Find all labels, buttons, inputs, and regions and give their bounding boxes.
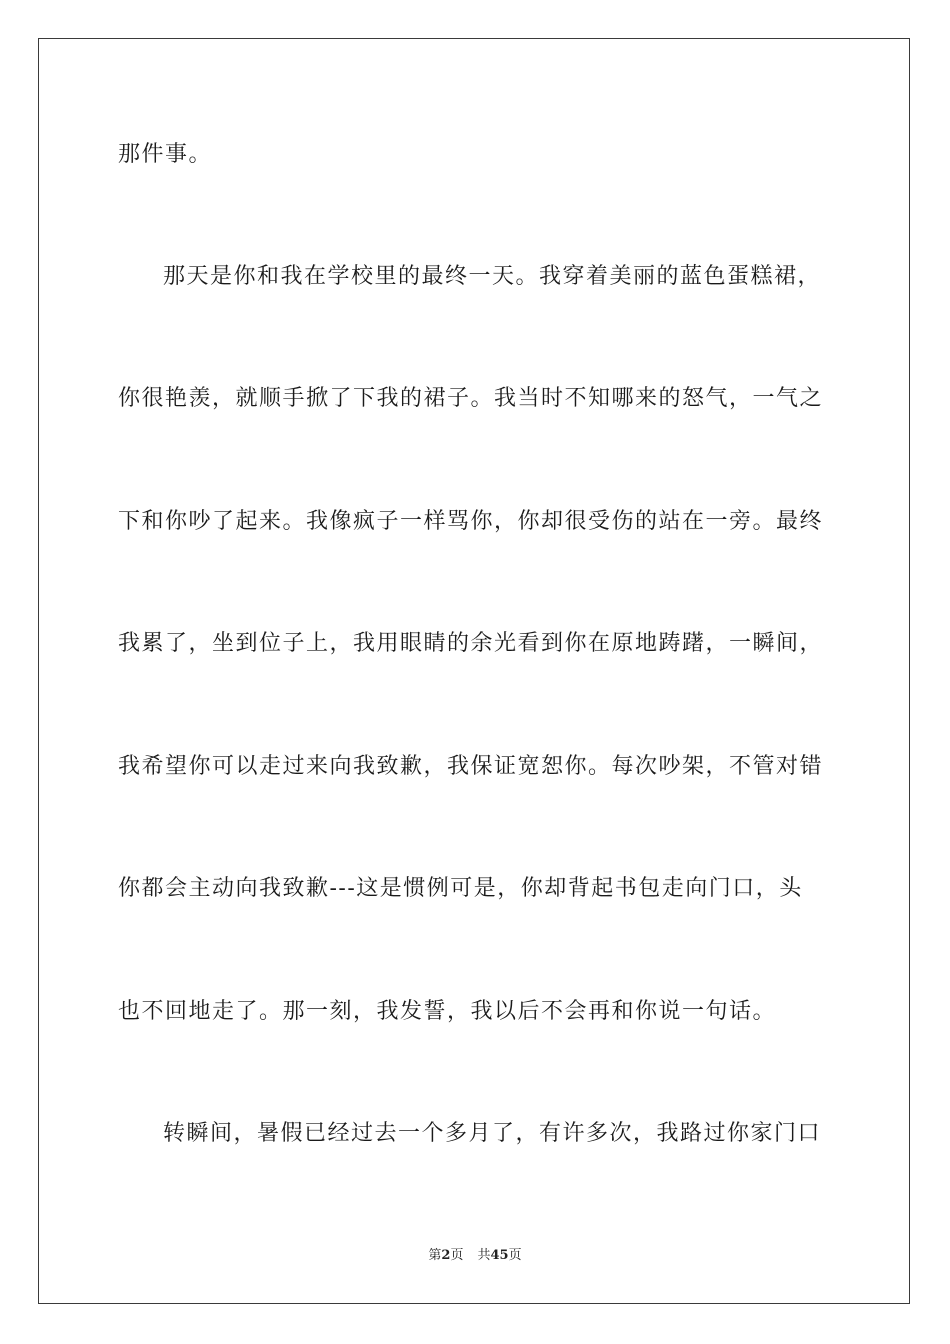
text-line-3: 你很艳羡，就顺手掀了下我的裙子。我当时不知哪来的怒气，一气之 (118, 386, 824, 411)
text-line-8: 也不回地走了。那一刻，我发誓，我以后不会再和你说一句话。 (118, 999, 777, 1024)
page-prefix: 第 (428, 1248, 442, 1263)
text-line-4: 下和你吵了起来。我像疯子一样骂你，你却很受伤的站在一旁。最终 (118, 509, 824, 534)
total-suffix: 页 (508, 1248, 522, 1263)
page-number: 2 (441, 1248, 451, 1263)
total-prefix: 共 (477, 1248, 491, 1263)
total-pages: 45 (490, 1248, 509, 1263)
text-line-9: 转瞬间，暑假已经过去一个多月了，有许多次，我路过你家门口 (163, 1121, 822, 1146)
text-line-1: 那件事。 (118, 142, 213, 167)
page-suffix: 页 (450, 1248, 464, 1263)
text-line-2: 那天是你和我在学校里的最终一天。我穿着美丽的蓝色蛋糕裙， (163, 264, 822, 289)
text-line-7: 你都会主动向我致歉---这是惯例可是，你却背起书包走向门口，头 (118, 876, 803, 901)
page-border (38, 38, 910, 1304)
text-line-5: 我累了，坐到位子上，我用眼睛的余光看到你在原地踌躇，一瞬间， (118, 631, 824, 656)
page-footer (0, 1247, 950, 1265)
text-line-6: 我希望你可以走过来向我致歉，我保证宽恕你。每次吵架，不管对错 (118, 754, 824, 779)
